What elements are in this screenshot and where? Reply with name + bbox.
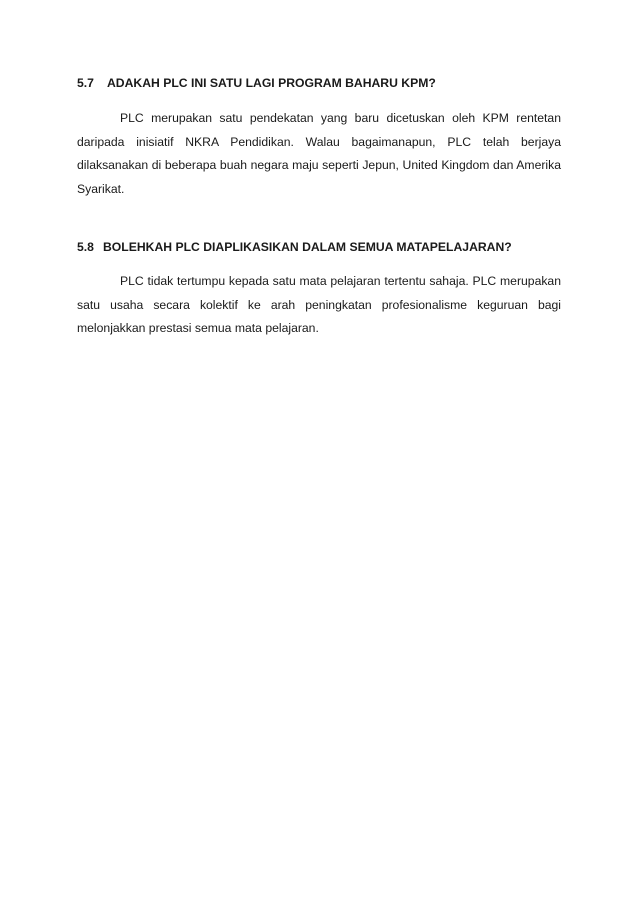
section-heading <box>77 240 561 255</box>
section-paragraph: PLC merupakan satu pendekatan yang baru dicetuskan oleh KPM rentetan daripada inisiatif NKRA Pendidikan. Walau bagaimanapun, PLC telah berjaya dilaksanakan di beberapa buah negara maju seperti Jepun, United Kingdom dan Amerika Syarikat. <box>77 111 561 196</box>
section-paragraph: PLC tidak tertumpu kepada satu mata pelajaran tertentu sahaja. PLC merupakan satu usaha secara kolektif ke arah peningkatan profesionalisme keguruan bagi melonjakkan prestasi semua mata pelajaran. <box>77 274 561 335</box>
section-number: 5.8 <box>77 240 94 254</box>
section-heading <box>77 76 561 91</box>
section-5-7 <box>77 76 561 201</box>
section-5-8 <box>77 240 561 341</box>
section-title: ADAKAH PLC INI SATU LAGI PROGRAM BAHARU KPM? <box>107 76 436 90</box>
section-number: 5.7 <box>77 76 94 90</box>
section-title: BOLEHKAH PLC DIAPLIKASIKAN DALAM SEMUA MATAPELAJARAN? <box>103 240 512 254</box>
